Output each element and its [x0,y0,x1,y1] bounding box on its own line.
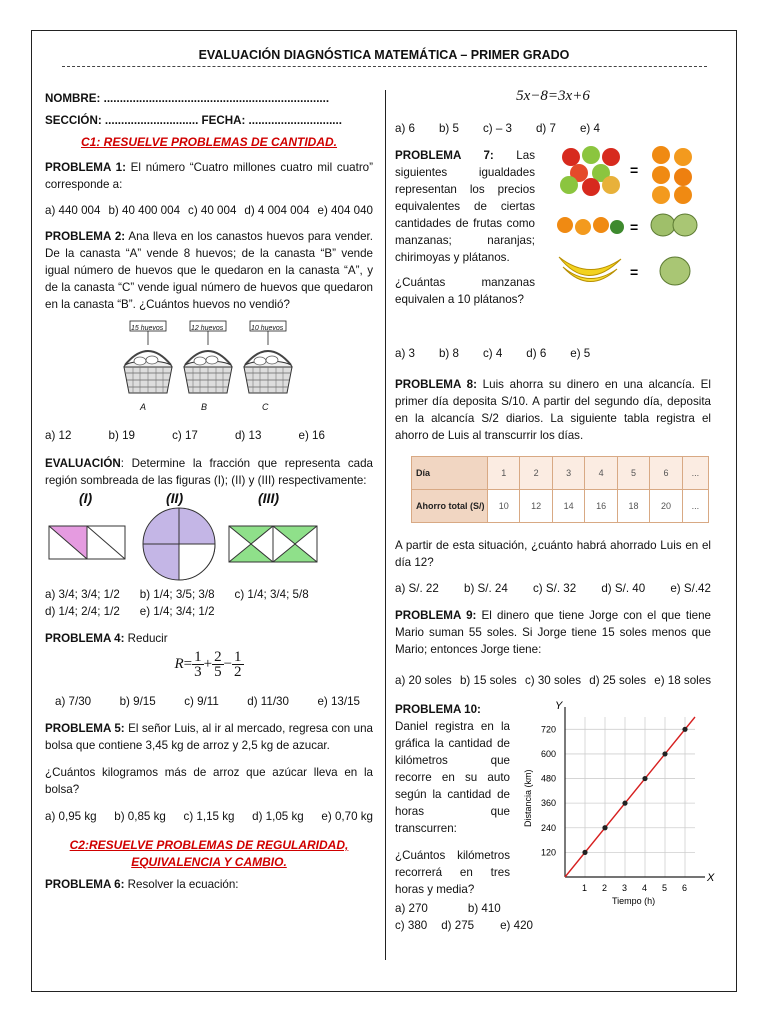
option: b) 40 400 004 [108,204,181,217]
table-cell: 4 [585,457,617,490]
option: c) 380 [395,919,428,932]
orange-icon [557,217,624,235]
problem-5-label: PROBLEMA 5: [45,722,125,735]
x-tick-label: 4 [642,883,648,893]
option: e) 16 [298,429,325,442]
fractions-figures [45,492,373,586]
problem-7-block [395,147,711,339]
chirimoya-icon [651,214,697,236]
option: e) 5 [570,347,591,360]
problem-9-label: PROBLEMA 9: [395,609,477,622]
option: d) 4 004 004 [244,204,310,217]
y-tick-label: 600 [541,748,557,759]
orange-icon [652,146,692,204]
option: c) – 3 [482,122,512,135]
right-column [395,88,715,951]
chirimoya-icon [660,257,690,285]
problem-6-equation: 5x−8=3x+6 [516,88,590,104]
figure-ii [143,508,215,580]
table-cell: 5 [617,457,649,490]
option: c) 4 [482,347,503,360]
option: a) 0,95 kg [45,810,97,823]
problem-10-block [395,700,715,951]
c1-heading: C1: RESUELVE PROBLEMAS DE CANTIDAD. [80,135,338,149]
table-cell: 1 [488,457,520,490]
x-tick-label: 6 [682,883,688,893]
option: e) 404 040 [317,204,373,217]
evaluacion-options-2 [45,603,373,620]
frac-num: 2 [214,649,222,665]
option: b) S/. 24 [464,582,508,595]
option: b) 15 soles [459,674,517,687]
problem-10-text: Daniel registra en la gráfica la cantidad de kilómetros que recorre en su auto según la cantidad de horas que transcurren: [395,720,510,835]
option: a) 440 004 [45,204,101,217]
option: a) 12 [45,429,72,442]
y-tick-label: 720 [541,724,557,735]
basket-a-letter: A [140,402,147,412]
problem-5-question: ¿Cuántos kilogramos más de arroz que azúcar lleva en la bolsa? [45,766,373,796]
problem-7-options [395,345,711,362]
option: b) 410 [467,902,501,915]
evaluacion-options-1 [45,586,373,603]
basket-b-tag: 12 huevos [191,325,224,332]
x-tick-label: 3 [622,883,628,893]
data-point [602,825,607,830]
option: a) 20 soles [395,674,452,687]
table-cell: 12 [520,490,552,523]
figure-i [49,526,125,559]
distance-time-chart [517,699,713,904]
option: a) 3 [395,347,415,360]
problem-2 [45,228,373,313]
option: b) 9/15 [119,695,156,708]
eq-lhs: R [174,655,184,672]
data-point [642,776,647,781]
problem-4-text: Reducir [124,632,168,645]
problem-6-text: Resolver la ecuación: [124,878,239,891]
problem-7 [395,147,535,266]
basket-b-letter: B [201,402,208,412]
problem-7-label: PROBLEMA 7: [395,149,494,162]
problem-10-options-2 [395,917,711,934]
option: d) 275 [441,919,475,932]
data-point [682,727,687,732]
problem-9 [395,607,711,658]
option: d) 1,05 kg [252,810,304,823]
problem-10-label: PROBLEMA 10: [395,703,481,716]
table-cell: 16 [585,490,617,523]
problem-8-label: PROBLEMA 8: [395,378,477,391]
banana-icon [559,257,621,282]
option: e) 0,70 kg [321,810,373,823]
svg-text:=: = [630,264,639,280]
option: d) 13 [234,429,262,442]
problem-10-question: ¿Cuántos kilómetros recorrerá en tres horas y media? [395,849,510,896]
option: e) 420 [500,919,533,932]
option: b) 5 [438,122,459,135]
option: d) 25 soles [589,674,647,687]
x-tick-label: 2 [602,883,608,893]
option: e) 13/15 [317,695,360,708]
option: d) 1/4; 2/4; 1/2 [45,605,120,618]
problem-6 [45,876,373,893]
problem-1 [45,159,373,193]
problem-8 [395,376,711,444]
problem-8-text: Luis ahorra su dinero en una alcancía. El primer día deposita S/10. A partir del segundo día, deposita en la alcancía S/2 diarios. La siguiente tabla registra el ahorro de Luis al transcurrir los días. [395,378,711,442]
frac-num: 1 [194,649,202,665]
table-cell: 20 [650,490,682,523]
y-axis-label: Distancia (km) [523,769,533,827]
evaluacion-label: EVALUACIÓN [45,457,121,470]
c2-heading-line2: EQUIVALENCIA Y CAMBIO. [131,855,287,869]
basket-a-tag: 15 huevos [131,325,164,332]
option: d) 7 [535,122,556,135]
option: d) 6 [526,347,547,360]
option: a) 270 [395,902,428,915]
y-tick-label: 480 [541,773,557,784]
data-point [662,751,667,756]
problem-2-options [45,427,325,444]
column-divider [385,90,386,960]
table-cell: 14 [552,490,584,523]
page-title: EVALUACIÓN DIAGNÓSTICA MATEMÁTICA – PRIMER GRADO [198,48,570,62]
problem-4 [45,630,373,647]
option: a) 3/4; 3/4; 1/2 [45,588,120,601]
fruits-illustration [557,143,717,293]
option: b) 19 [108,429,135,442]
problem-5-options [45,808,373,825]
table-cell: 6 [650,457,682,490]
option: c) 40 004 [188,204,237,217]
problem-6-options [395,120,711,137]
evaluacion [45,455,373,489]
svg-text:=: = [630,162,639,178]
y-axis-letter: Y [555,700,563,712]
basket-c-tag: 10 huevos [251,325,284,332]
y-tick-label: 120 [541,847,557,858]
option: e) 4 [579,122,600,135]
option: d) S/. 40 [601,582,646,595]
title-divider [62,66,707,67]
problem-5-text: El señor Luis, al ir al mercado, regresa con una bolsa que contiene 3,45 kg de arroz y 2,5 kg de azucar. [45,722,374,752]
table-cell: Ahorro total (S/) [412,490,488,523]
problem-2-text: Ana lleva en los canastos huevos para vender. De la canasta “A” vende 8 huevos; de la canasta “B” vende igual número de huevos que le quedaron en la canasta “A”, y de la canasta “C” vende igual número de huevos que quedaron en la canasta “B”. ¿Cuántos huevos no vendió? [45,230,373,311]
fractions-svg [45,506,373,586]
option: c) 30 soles [524,674,582,687]
option: c) 17 [172,429,198,442]
problem-1-label: PROBLEMA 1: [45,161,126,174]
nombre-line: NOMBRE: ...................................................................... [45,92,330,105]
problem-2-label: PROBLEMA 2: [45,230,126,243]
option: a) S/. 22 [395,582,439,595]
option: b) 8 [438,347,459,360]
problem-1-text: El número “Cuatro millones cuatro mil cuatro” corresponde a: [45,161,373,191]
basket-c-letter: C [262,402,269,412]
data-point [582,850,587,855]
option: b) 0,85 kg [114,810,166,823]
x-tick-label: 1 [582,883,588,893]
problem-8-question: A partir de esta situación, ¿cuánto habrá ahorrado Luis en el día 12? [395,539,711,569]
y-tick-label: 240 [541,822,557,833]
problem-7-text: Las siguientes igualdades representan los precios equivalentes de ciertas cantidades de frutas como manzanas; naranjas; chirimoyas y plátanos. [395,149,535,264]
option: b) 1/4; 3/5; 3/8 [139,588,215,601]
table-cell: 10 [488,490,520,523]
table-cell: 3 [552,457,584,490]
problem-5 [45,720,373,754]
option: a) 6 [395,122,415,135]
table-cell: 2 [520,457,552,490]
table-row [412,457,709,490]
c2-heading-line1: C2:RESUELVE PROBLEMAS DE REGULARIDAD, [69,838,349,852]
seccion-line: SECCIÓN: ............................. FECHA: ............................. [45,114,342,127]
problem-9-options [395,672,711,689]
problem-10 [395,701,510,837]
x-axis-letter: X [707,872,715,884]
frac-den: 3 [194,664,202,680]
figure-ii-label: (II) [166,490,184,506]
frac-den: 5 [214,664,222,680]
problem-1-options [45,202,373,219]
figure-iii [229,526,317,562]
table-cell: ... [682,490,708,523]
problem-7-question: ¿Cuántas manzanas equivalen a 10 plátanos? [395,276,535,306]
frac-num: 1 [234,649,242,665]
option: e) S/.42 [670,582,711,595]
option: c) S/. 32 [533,582,577,595]
table-cell: Día [412,457,488,490]
frac-den: 2 [234,664,242,680]
problem-6-label: PROBLEMA 6: [45,878,125,891]
option: c) 9/11 [184,695,219,708]
table-row [412,490,709,523]
option: c) 1,15 kg [183,810,235,823]
problem-4-label: PROBLEMA 4: [45,632,125,645]
problem-4-equation: R= $\frac{1}{3}$ + $\frac{2}{5}$ − $\frac{1}{2}$ [174,649,242,680]
option: d) 11/30 [247,695,289,708]
table-cell: ... [682,457,708,490]
savings-table [411,456,709,523]
x-tick-label: 5 [662,883,668,893]
svg-text:=: = [630,219,639,235]
option: a) 7/30 [55,695,92,708]
left-column [45,88,373,893]
evaluacion-text: : Determine la fracción que representa cada región sombreada de las figuras (I); (II) y (III) respectivamente: [45,457,373,487]
problem-4-options [45,693,360,710]
apple-icon [560,146,620,196]
x-axis-label: Tiempo (h) [612,896,656,906]
figure-i-label: (I) [79,490,93,506]
baskets-illustration [45,319,373,424]
table-cell: 18 [617,490,649,523]
y-tick-label: 360 [541,798,557,809]
problem-9-text: El dinero que tiene Jorge con el que tiene Mario suman 55 soles. Si Jorge tiene 15 soles menos que Mario; entonces Jorge tiene: [395,609,711,656]
option: e) 1/4; 3/4; 1/2 [139,605,215,618]
option: e) 18 soles [654,674,711,687]
option: c) 1/4; 3/4; 5/8 [234,588,309,601]
data-point [622,801,627,806]
figure-iii-label: (III) [258,490,279,506]
problem-8-options [395,580,711,597]
